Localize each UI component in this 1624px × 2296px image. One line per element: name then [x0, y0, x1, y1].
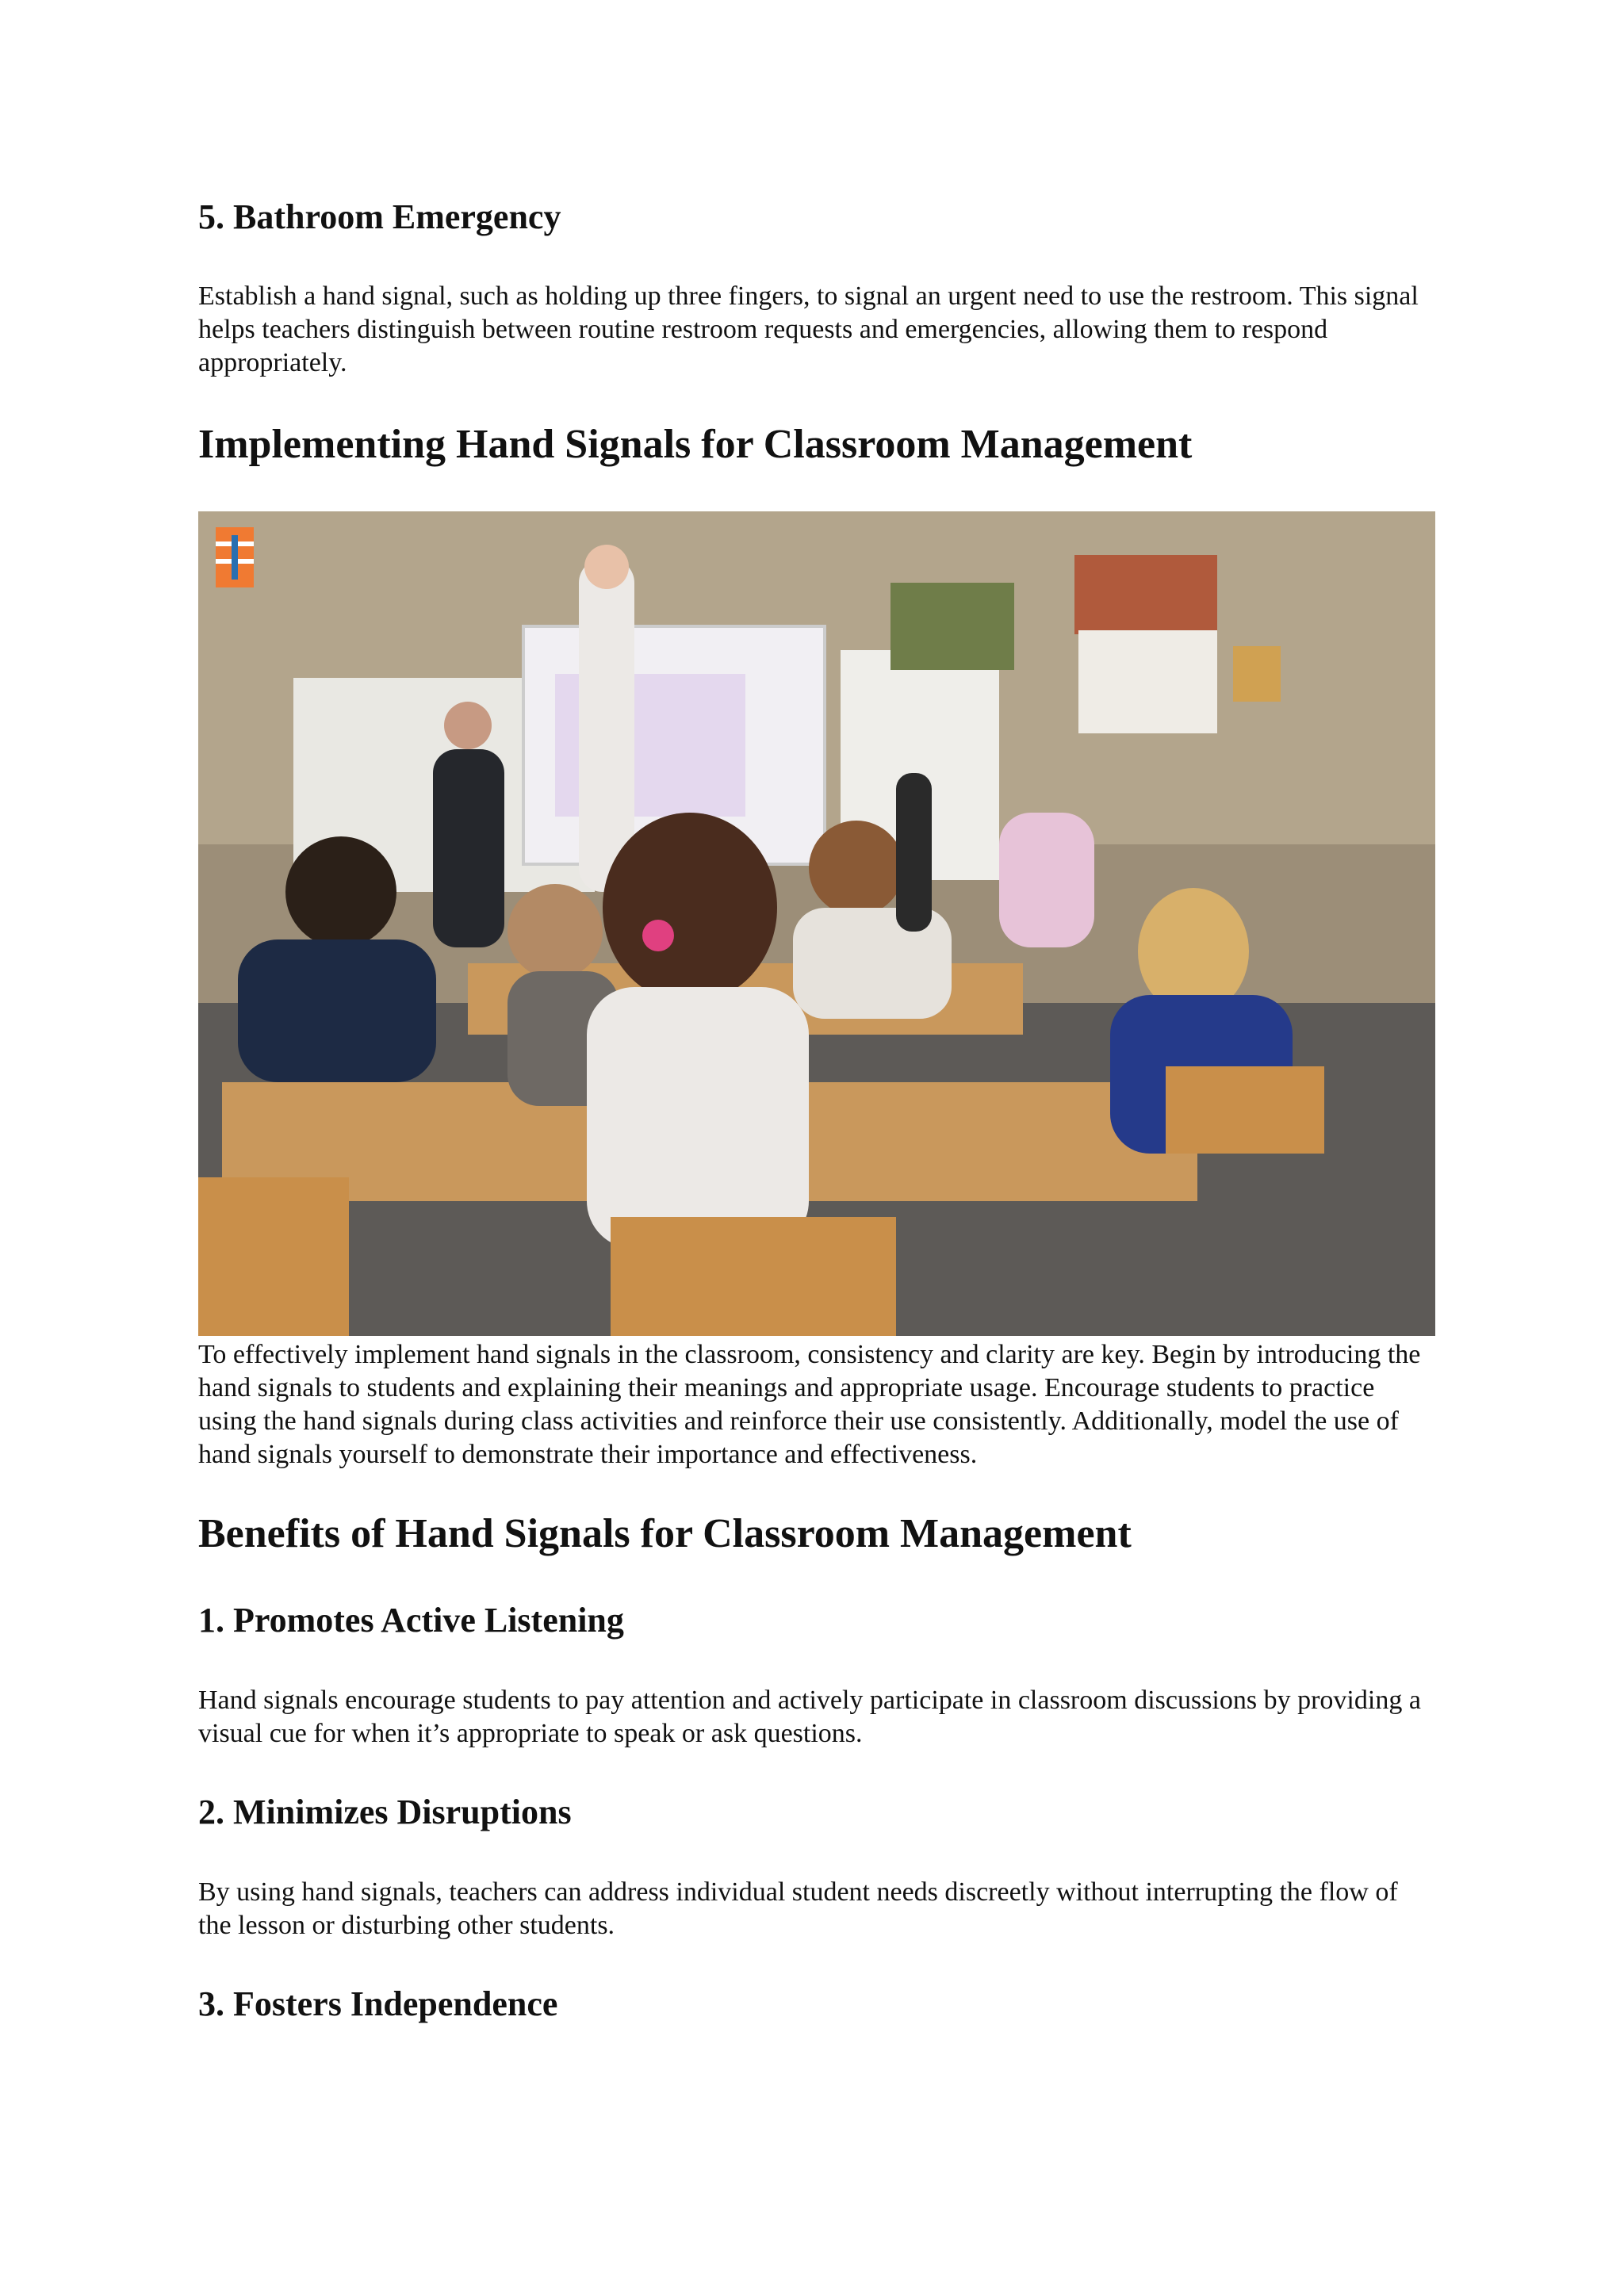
implementing-heading: Implementing Hand Signals for Classroom Management [198, 422, 1193, 467]
benefit-1-body: Hand signals encourage students to pay attention and actively participate in classroom discussions by providing a visual cue for when it’s appropriate to speak or ask questions. [198, 1686, 1421, 1748]
implementing-body: To effectively implement hand signals in the classroom, consistency and clarity are key. Begin by introducing the hand signals to students and explaining their meanings and appropriate usage. Encourage students to practice using the hand signals during class activities and reinforce their use consistently. Additionally, model the use of hand signals yourself to demonstrate their importance and effectiveness. [198, 1340, 1421, 1469]
classroom-photo-illustration [198, 511, 1435, 1336]
benefits-heading: Benefits of Hand Signals for Classroom Management [198, 1511, 1132, 1556]
bathroom-heading: 5. Bathroom Emergency [198, 197, 561, 236]
benefit-2-body: By using hand signals, teachers can address individual student needs discreetly without interrupting the flow of the lesson or disturbing other students. [198, 1877, 1398, 1940]
classroom-photo [198, 511, 1435, 1336]
bathroom-body: Establish a hand signal, such as holding up three fingers, to signal an urgent need to use the restroom. This signal helps teachers distinguish between routine restroom requests and emergencies, allowing them to respond appropriately. [198, 281, 1419, 377]
benefit-3-heading: 3. Fosters Independence [198, 1984, 558, 2023]
site-logo [216, 527, 254, 587]
benefit-1-heading: 1. Promotes Active Listening [198, 1601, 624, 1640]
benefit-2-heading: 2. Minimizes Disruptions [198, 1793, 572, 1831]
